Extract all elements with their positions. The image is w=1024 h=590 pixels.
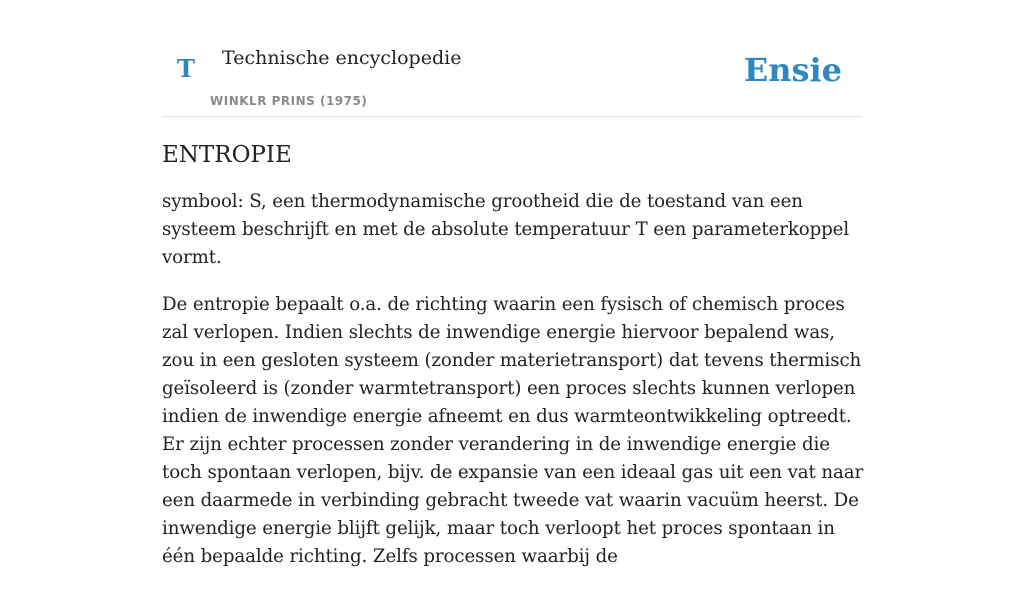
article-paragraph: De entropie bepaalt o.a. de richting waarin een fysisch of chemisch proces zal verlopen. Indien slechts de inwendige energie hiervoor bepalend was, zou in een gesloten systeem (zonder materietransport) dat tevens thermisch geïsoleerd is (zonder warmtetransport) een proces slechts kunnen verlopen indien de inwendige energie afneemt en dus warmteontwikkeling optreedt. Er zijn echter processen zonder verandering in de inwendige energie die toch spontaan verlopen, bijv. de expansie van een ideaal gas uit een vat naar een daarmede in verbinding gebracht tweede vat waarin vacuüm heerst. De inwendige energie blijft gelijk, maar toch verloopt het proces spontaan in één bepaalde richting. Zelfs processen waarbij de — [162, 294, 864, 567]
encyclopedia-logo[interactable]: T — [177, 54, 195, 83]
article — [162, 140, 864, 590]
article-paragraph: symbool: S, een thermodynamische grootheid die de toestand van een systeem beschrijft en met de absolute temperatuur T een parameterkoppel vormt. — [162, 191, 850, 268]
article-title: ENTROPIE — [162, 142, 292, 168]
encyclopedia-source: WINKLR PRINS (1975) — [210, 94, 368, 108]
ensie-brand-logo[interactable]: Ensie — [743, 51, 842, 89]
site-header — [162, 0, 862, 117]
encyclopedia-title[interactable]: Technische encyclopedie — [222, 47, 462, 69]
